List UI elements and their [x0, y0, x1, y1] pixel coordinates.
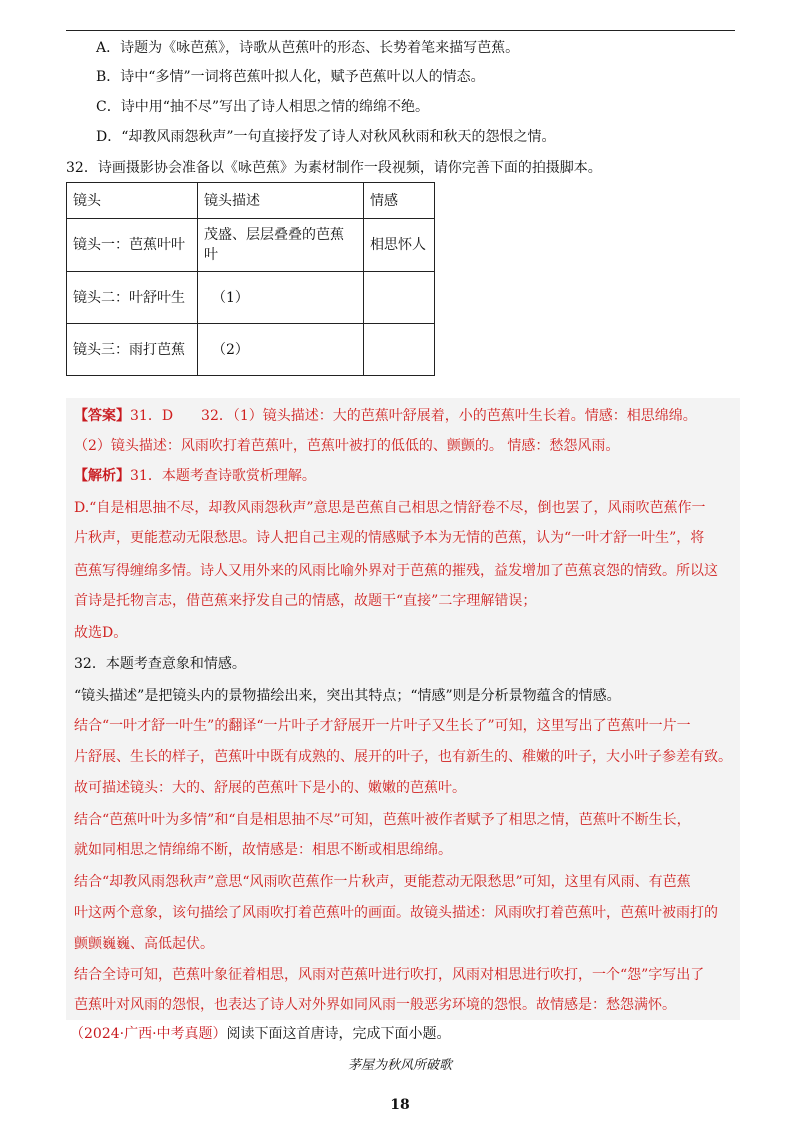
- table-row: [67, 272, 435, 324]
- analysis-text: 31．本题考查诗歌赏析理解。: [130, 468, 316, 484]
- analysis-line: 芭蕉叶对风雨的怨恨，也表达了诗人对外界如同风雨一般恶劣环境的怨恨。故情感是：愁怨满怀。: [74, 997, 676, 1013]
- table-cell: 相思怀人: [364, 219, 435, 272]
- table-cell: （1）: [198, 272, 364, 324]
- table-header: 情感: [364, 183, 435, 219]
- table-cell: （2）: [198, 324, 364, 376]
- analysis-tag: 【解析】: [74, 468, 130, 484]
- prompt-text: 阅读下面这首唐诗，完成下面小题。: [226, 1026, 451, 1042]
- option-b: B．诗中“多情”一词将芭蕉叶拟人化，赋予芭蕉叶以人的情态。: [96, 69, 485, 85]
- table-header: 镜头: [67, 183, 198, 219]
- table-cell: 镜头三：雨打芭蕉: [67, 324, 198, 376]
- next-question-intro: [70, 1024, 451, 1044]
- analysis-line: D.“自是相思抽不尽，却教风雨怨秋声”意思是芭蕉自己相思之情舒卷不尽，倒也罢了，风雨吹芭蕉作一: [74, 500, 706, 516]
- analysis-line: 叶这两个意象，该句描绘了风雨吹打着芭蕉叶的画面。故镜头描述：风雨吹打着芭蕉叶，芭蕉叶被雨打的: [74, 905, 718, 921]
- analysis-line: 故选D。: [74, 625, 128, 641]
- analysis-line: 故可描述镜头：大的、舒展的芭蕉叶下是小的、嫩嫩的芭蕉叶。: [74, 780, 466, 796]
- answer-text: 31．D 32．（1）镜头描述：大的芭蕉叶舒展着，小的芭蕉叶生长着。情感：相思绵绵。: [130, 408, 697, 424]
- analysis-line: “镜头描述”是把镜头内的景物描绘出来，突出其特点；“情感”则是分析景物蕴含的情感。: [74, 688, 621, 704]
- option-a: A．诗题为《咏芭蕉》，诗歌从芭蕉叶的形态、长势着笔来描写芭蕉。: [96, 40, 520, 56]
- table-cell: 镜头一：芭蕉叶叶: [67, 219, 198, 272]
- answer-line: [74, 406, 697, 426]
- shooting-script-table: [66, 182, 435, 376]
- analysis-line: 结合全诗可知，芭蕉叶象征着相思，风雨对芭蕉叶进行吹打，风雨对相思进行吹打，一个“怨”字写出了: [74, 967, 705, 983]
- poem-title: 茅屋为秋风所破歌: [347, 1058, 452, 1073]
- analysis-line: 32．本题考查意象和情感。: [74, 656, 246, 672]
- analysis-line: 结合“却教风雨怨秋声”意思“风雨吹芭蕉作一片秋声，更能惹动无限愁思”可知，这里有风雨、有芭蕉: [74, 874, 691, 890]
- analysis-line: 首诗是托物言志，借芭蕉来抒发自己的情感，故题干“直接”二字理解错误；: [74, 593, 537, 609]
- answer-panel: [66, 398, 740, 1020]
- question-32: 32．诗画摄影协会准备以《咏芭蕉》为素材制作一段视频，请你完善下面的拍摄脚本。: [66, 160, 602, 176]
- answer-line: （2）镜头描述：风雨吹打着芭蕉叶，芭蕉叶被打的低低的、颤颤的。 情感：愁怨风雨。: [74, 438, 620, 454]
- top-rule: [66, 30, 735, 31]
- table-row: [67, 219, 435, 272]
- analysis-line: [74, 466, 316, 486]
- analysis-line: 片秋声，更能惹动无限愁思。诗人把自己主观的情感赋予本为无情的芭蕉，认为“一叶才舒一叶生”，将: [74, 530, 705, 546]
- analysis-line: 颤颤巍巍、高低起伏。: [74, 936, 214, 952]
- answer-tag: 【答案】: [74, 408, 130, 424]
- table-header-row: [67, 183, 435, 219]
- table-cell: [364, 272, 435, 324]
- analysis-line: 片舒展、生长的样子，芭蕉叶中既有成熟的、展开的叶子，也有新生的、稚嫩的叶子，大小叶子参差有致。: [74, 749, 732, 765]
- table-header: 镜头描述: [198, 183, 364, 219]
- source-label: （2024·广西·中考真题）: [70, 1026, 227, 1042]
- option-c: C．诗中用“抽不尽”写出了诗人相思之情的绵绵不绝。: [96, 99, 430, 115]
- analysis-line: 芭蕉写得缠绵多情。诗人又用外来的风雨比喻外界对于芭蕉的摧残，益发增加了芭蕉哀怨的情致。所以这: [74, 563, 718, 579]
- option-d: D．“却教风雨怨秋声”一句直接抒发了诗人对秋风秋雨和秋天的怨恨之情。: [96, 129, 556, 145]
- table-cell: 茂盛、层层叠叠的芭蕉叶: [198, 219, 364, 272]
- table-cell: [364, 324, 435, 376]
- analysis-line: 结合“芭蕉叶叶为多情”和“自是相思抽不尽”可知，芭蕉叶被作者赋予了相思之情，芭蕉叶不断生长，: [74, 812, 691, 828]
- analysis-line: 结合“一叶才舒一叶生”的翻译“一片叶子才舒展开一片叶子又生长了”可知，这里写出了芭蕉叶一片一: [74, 718, 691, 734]
- page-number: 18: [390, 1097, 410, 1113]
- table-row: [67, 324, 435, 376]
- table-cell: 镜头二：叶舒叶生: [67, 272, 198, 324]
- analysis-line: 就如同相思之情绵绵不断，故情感是：相思不断或相思绵绵。: [74, 842, 452, 858]
